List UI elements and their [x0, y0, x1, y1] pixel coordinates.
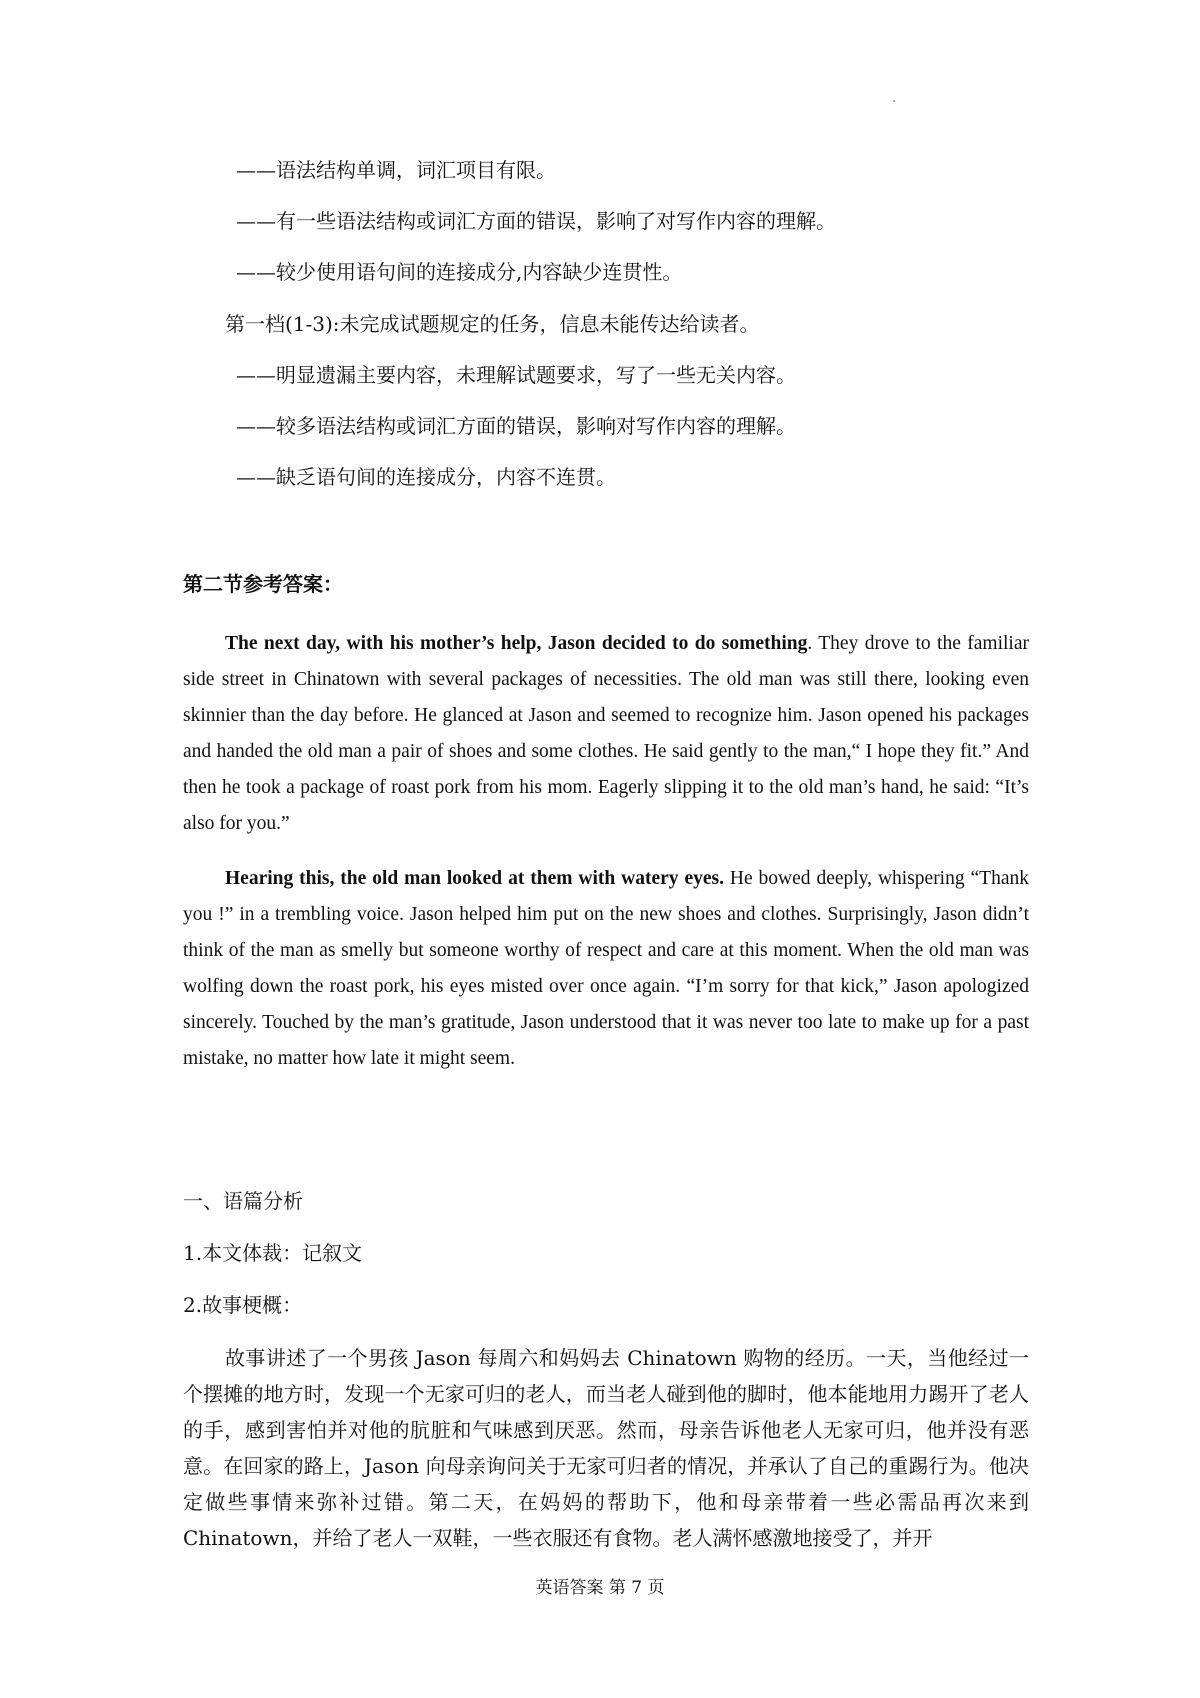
summary-label: 2.故事梗概：: [183, 1293, 303, 1317]
genre-line: 1.本文体裁：记叙文: [183, 1241, 363, 1265]
paragraph-body: . They drove to the familiar side street in Chinatown with several packages of necessities. The old man was still there, looking even skinnier than the day before. He glanced at Jason and seemed to recognize him. Jason opened his packages and handed the old man a pair of shoes and some clothes. He said gently to the man,“ I hope they fit.” And then he took a package of roast pork from his mom. Eagerly slipping it to the old man’s hand, he said: “It’s also for you.”: [183, 633, 1029, 834]
answer-paragraph-1: [183, 626, 1029, 842]
section-title: 第二节参考答案：: [183, 572, 343, 596]
criteria-line: ——较少使用语句间的连接成分,内容缺少连贯性。: [236, 260, 683, 284]
paragraph-lead: The next day, with his mother’s help, Jason decided to do something: [225, 633, 808, 654]
criteria-line: ——语法结构单调，词汇项目有限。: [236, 158, 556, 182]
paragraph-lead: Hearing this, the old man looked at them with watery eyes.: [225, 868, 724, 889]
criteria-line: ——较多语法结构或词汇方面的错误，影响对写作内容的理解。: [236, 414, 796, 438]
page-footer: 英语答案 第 7 页: [535, 1578, 665, 1598]
analysis-heading: 一、语篇分析: [183, 1189, 303, 1213]
criteria-line: ——明显遗漏主要内容，未理解试题要求，写了一些无关内容。: [236, 363, 796, 387]
scan-speck: [893, 100, 895, 102]
paragraph-body: He bowed deeply, whispering “Thank you !” in a trembling voice. Jason helped him put on the new shoes and clothes. Surprisingly, Jason didn’t think of the man as smelly but someone worthy of respect and care at this moment. When the old man was wolfing down the roast pork, his eyes misted over once again. “I’m sorry for that kick,” Jason apologized sincerely. Touched by the man’s gratitude, Jason understood that it was never too late to make up for a past mistake, no matter how late it might seem.: [183, 868, 1029, 1069]
criteria-line: ——缺乏语句间的连接成分，内容不连贯。: [236, 465, 616, 489]
band1-title: 第一档(1-3):未完成试题规定的任务，信息未能传达给读者。: [225, 312, 760, 336]
summary-paragraph: 故事讲述了一个男孩 Jason 每周六和妈妈去 Chinatown 购物的经历。一天，当他经过一个摆摊的地方时，发现一个无家可归的老人，而当老人碰到他的脚时，他本能地用力踢开了老人的手，感到害怕并对他的肮脏和气味感到厌恶。然而，母亲告诉他老人无家可归，他并没有恶意。在回家的路上，Jason 向母亲询问关于无家可归者的情况，并承认了自己的重踢行为。他决定做些事情来弥补过错。第二天，在妈妈的帮助下，他和母亲带着一些必需品再次来到 Chinatown，并给了老人一双鞋，一些衣服还有食物。老人满怀感激地接受了，并开: [183, 1346, 1029, 1550]
criteria-line: ——有一些语法结构或词汇方面的错误，影响了对写作内容的理解。: [236, 209, 836, 233]
answer-paragraph-2: [183, 861, 1029, 1077]
